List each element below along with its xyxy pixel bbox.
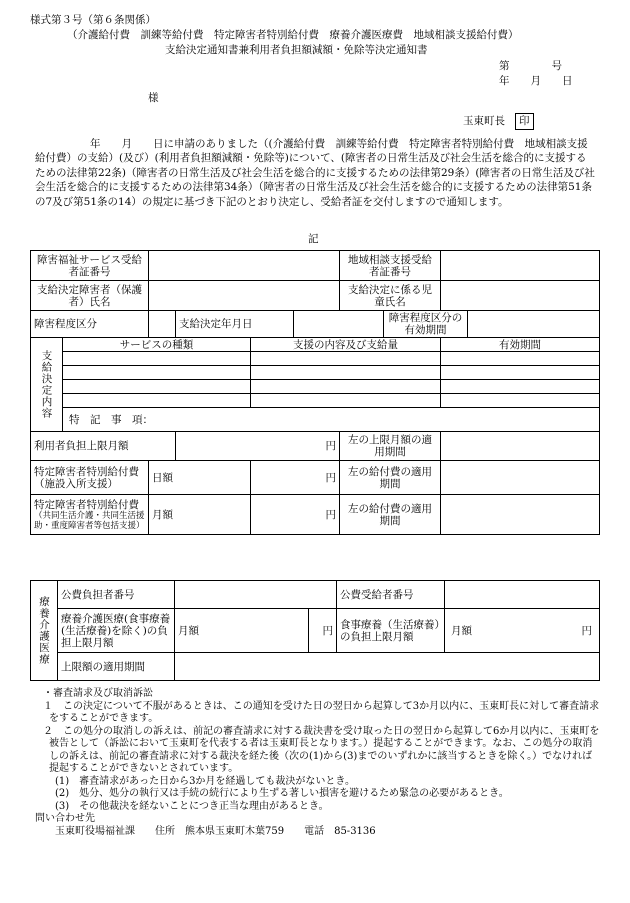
public-recipient-label: 公費受給者番号 (337, 581, 445, 609)
medical-side-label: 療養介護医療 (31, 581, 58, 681)
support-content-header: 支援の内容及び支給量 (251, 338, 441, 352)
benefit-types-subtitle: （介護給付費 訓練等給付費 特定障害者特別給付費 療養介護医療費 地域相談支援給付費） (67, 29, 519, 41)
meal-limit-label: 食事療養（生活療養）の負担上限月額 (337, 609, 445, 653)
medical-monthly-amount-label: 月額 (175, 609, 309, 653)
table-row (31, 366, 600, 380)
child-name-value (441, 281, 600, 311)
public-payer-label: 公費負担者番号 (58, 581, 175, 609)
notes-heading: ・審査請求及び取消訴訟 (43, 688, 153, 699)
consultation-certificate-value (441, 251, 600, 281)
benefit-period-label-1: 左の給付費の適用期間 (340, 461, 441, 495)
decision-table (30, 250, 600, 535)
validity-value (468, 311, 600, 338)
contact-heading: 問い合わせ先 (35, 813, 95, 824)
note-2: ２ この処分の取消しの訴えは、前記の審査請求に対する裁決書を受け取った日の翌日から起算して6か月以内に、玉東町を被告として（訴訟において玉東町を代表する者は玉東町長となります。）提起することができます。なお、この処分の取消しの訴えは、前記の審査請求に対する裁決を経た後（次の(1)から(3)までのいずれかに該当するときを除く。）でなければ提起することができないとされています。 (43, 725, 600, 774)
service-type-header: サービスの種類 (63, 338, 251, 352)
consultation-certificate-label: 地域相談支援受給者証番号 (340, 251, 441, 281)
special-notes: 特 記 事 項： (63, 408, 600, 432)
decision-date-label: 支給決定年月日 (176, 311, 294, 338)
daily-amount-yen: 円 (251, 461, 340, 495)
public-payer-value (175, 581, 337, 609)
intro-paragraph: 年 月 日に申請のありました（(介護給付費 訓練等給付費 特定障害者特別給付費 地域相談支援給付費）の支給）(及び）(利用者負担額減額・免除等)について、(障害者の日常生活及び社会生活を総合的に支援するための法律第22条)（障害者の日常生活及び社会生活を総合的に支援するための法律第29条）(障害者の日常生活及び社会生活を総合的に支援するための法律第34条）（障害者の日常生活及び社会生活を総合的に支援するための法律第51条の7及び第51条の14）の規定に基づき下記のとおり決定し、受給者証を交付しますので通知します。 (35, 138, 595, 208)
special-benefit-facility-label: 特定障害者特別給付費（施設入所支援） (31, 461, 149, 495)
benefit-period-label-2: 左の給付費の適用期間 (340, 495, 441, 535)
table-row (31, 394, 600, 408)
ki-mark: 記 (308, 233, 319, 245)
decision-content-side-label: 支給決定内容 (31, 338, 63, 432)
document-number: 第 号 (499, 60, 562, 72)
notes-section (35, 688, 600, 838)
user-limit-period-value (441, 432, 600, 461)
special-benefit-group-note: （共同生活介護・共同生活援助・重度障害者等包括支援） (34, 510, 145, 531)
public-recipient-value (445, 581, 600, 609)
disability-level-label: 障害程度区分 (31, 311, 149, 338)
issuer (463, 113, 534, 130)
user-limit-label: 利用者負担上限月額 (31, 432, 176, 461)
monthly-amount-yen: 円 (251, 495, 340, 535)
note-1: １ この決定について不服があるときは、この通知を受けた日の翌日から起算して3か月以内に、玉東町長に対して審査請求をすることができます。 (43, 700, 600, 724)
note-2-item-2: (2) 処分、処分の執行又は手続の続行により生ずる著しい損害を避けるため緊急の必要があるとき。 (55, 788, 509, 799)
benefit-period-value-1 (441, 461, 600, 495)
disability-level-value (149, 311, 176, 338)
child-name-label: 支給決定に係る児童氏名 (340, 281, 441, 311)
issuer-name: 玉東町長 (463, 115, 505, 127)
medical-table (30, 580, 600, 681)
validity-label: 障害程度区分の有効期間 (384, 311, 468, 338)
table-row (31, 352, 600, 366)
medical-limit-period-value (175, 653, 600, 681)
user-limit-period-label: 左の上限月額の適用期間 (340, 432, 441, 461)
benefit-period-value-2 (441, 495, 600, 535)
issue-date: 年 月 日 (499, 75, 573, 87)
validity-period-header: 有効期間 (441, 338, 600, 352)
medical-limit-period-label: 上限額の適用期間 (58, 653, 175, 681)
table-row (31, 380, 600, 394)
service-certificate-value (149, 251, 340, 281)
seal-mark: 印 (515, 113, 534, 130)
user-limit-yen: 円 (176, 432, 340, 461)
contact-info: 玉東町役場福祉課 住所 熊本県玉東町木葉759 電話 85-3136 (55, 825, 376, 837)
decision-date-value (294, 311, 384, 338)
medical-limit-label: 療養介護医療(食事療養(生活療養)を除く)の負担上限月額 (58, 609, 175, 653)
note-2-item-3: (3) その他裁決を経ないことにつき正当な理由があるとき。 (55, 800, 329, 812)
special-benefit-group-title: 特定障害者特別給付費 (34, 498, 139, 511)
meal-monthly-amount-label: 月額 (451, 624, 472, 637)
medical-yen: 円 (309, 609, 337, 653)
special-benefit-group-label (31, 495, 149, 535)
meal-limit-value (445, 609, 600, 653)
form-number: 様式第３号（第６条関係） (30, 14, 156, 26)
guardian-name-label: 支給決定障害者（保護者）氏名 (31, 281, 149, 311)
note-2-item-1: (1) 審査請求があった日から3か月を経過しても裁決がないとき。 (55, 775, 356, 787)
monthly-amount-label: 月額 (149, 495, 251, 535)
document-title: 支給決定通知書兼利用者負担額減額・免除等決定通知書 (165, 44, 428, 56)
daily-amount-label: 日額 (149, 461, 251, 495)
guardian-name-value (149, 281, 340, 311)
addressee-suffix: 様 (148, 92, 159, 104)
meal-yen: 円 (581, 624, 592, 637)
service-certificate-label: 障害福祉サービス受給者証番号 (31, 251, 149, 281)
